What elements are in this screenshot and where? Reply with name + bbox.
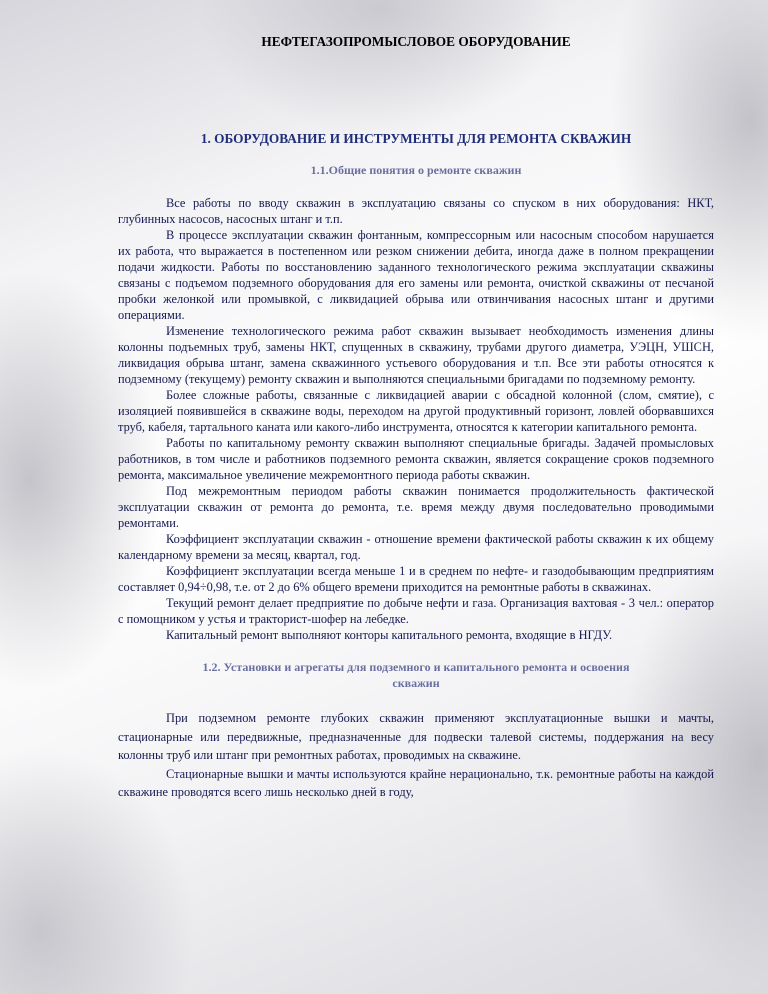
paragraph: Изменение технологического режима работ скважин вызывает необходимость изменения длины колонны подъемных труб, замены НКТ, спущенных в скважину, трубами другого диаметра, УЭЦН, УШСН, ликвидация обрыва штанг, замена скважинного устьевого оборудования и т.п. Все эти работы относятся к подземному (текущему) ремонту скважин и выполняются специальными бригадами по подземному ремонту. (118, 324, 714, 386)
paragraph: В процессе эксплуатации скважин фонтанным, компрессорным или насосным способом нарушается их работа, что выражается в постепенном или резком снижении дебита, иногда даже в полном прекращении подачи жидкости. Работы по восстановлению заданного технологического режима эксплуатации скважины связаны с подъемом подземного оборудования для его замены или ремонта, очисткой скважины от песчаной пробки желонкой или промывкой, с ликвидацией обрыва или отвинчивания насосных штанг и другими операциями. (118, 228, 714, 322)
paragraph: Капитальный ремонт выполняют конторы капитального ремонта, входящие в НГДУ. (166, 628, 613, 642)
subsection-1-body (118, 195, 714, 643)
paragraph: Работы по капитальному ремонту скважин выполняют специальные бригады. Задачей промысловых работников, в том числе и работников подземного ремонта скважин, является сокращение сроков подземного ремонта, максимальное увеличение межремонтного периода работы скважин. (118, 436, 714, 482)
paragraph: Стационарные вышки и мачты используются крайне нерационально, т.к. ремонтные работы на каждой скважине проводятся всего лишь несколько дней в году, (118, 766, 714, 799)
document-main-title: НЕФТЕГАЗОПРОМЫСЛОВОЕ ОБОРУДОВАНИЕ (261, 34, 571, 49)
paragraph: Текущий ремонт делает предприятие по добыче нефти и газа. Организация вахтовая - 3 чел.: оператор с помощником у устья и тракторист-шофер на лебедке. (118, 596, 714, 626)
paragraph: При подземном ремонте глубоких скважин применяют эксплуатационные вышки и мачты, стационарные или передвижные, предназначенные для подвески талевой системы, поддержания на весу колонны труб или штанг при ремонтных работах, проводимых на скважине. (118, 711, 714, 762)
paragraph: Под межремонтным периодом работы скважин понимается продолжительность фактической эксплуатации скважин от ремонта до ремонта, т.е. время между двумя последовательно проводимыми ремонтами. (118, 484, 714, 530)
subsection-2-body (118, 709, 714, 802)
subsection-2-title: 1.2. Установки и агрегаты для подземного и капитального ремонта и освоения скважин (202, 660, 630, 690)
subsection-1-title: 1.1.Общие понятия о ремонте скважин (310, 163, 522, 177)
paragraph: Коэффициент эксплуатации всегда меньше 1 и в среднем по нефте- и газодобывающим предприятиям составляет 0,94÷0,98, т.е. от 2 до 6% общего времени приходится на ремонтные работы в скважинах. (118, 564, 714, 594)
document-page (118, 34, 714, 802)
section-title: 1. ОБОРУДОВАНИЕ И ИНСТРУМЕНТЫ ДЛЯ РЕМОНТА СКВАЖИН (200, 131, 632, 146)
paragraph: Более сложные работы, связанные с ликвидацией аварии с обсадной колонной (слом, смятие), с изоляцией появившейся в скважине воды, переходом на другой продуктивный горизонт, ловлей оборвавшихся труб, кабеля, тартального каната или какого-либо инструмента, относятся к категории капитального ремонта. (118, 388, 714, 434)
paragraph: Все работы по вводу скважин в эксплуатацию связаны со спуском в них оборудования: НКТ, глубинных насосов, насосных штанг и т.п. (118, 196, 714, 226)
paragraph: Коэффициент эксплуатации скважин - отношение времени фактической работы скважин к их общему календарному времени за месяц, квартал, год. (118, 532, 714, 562)
